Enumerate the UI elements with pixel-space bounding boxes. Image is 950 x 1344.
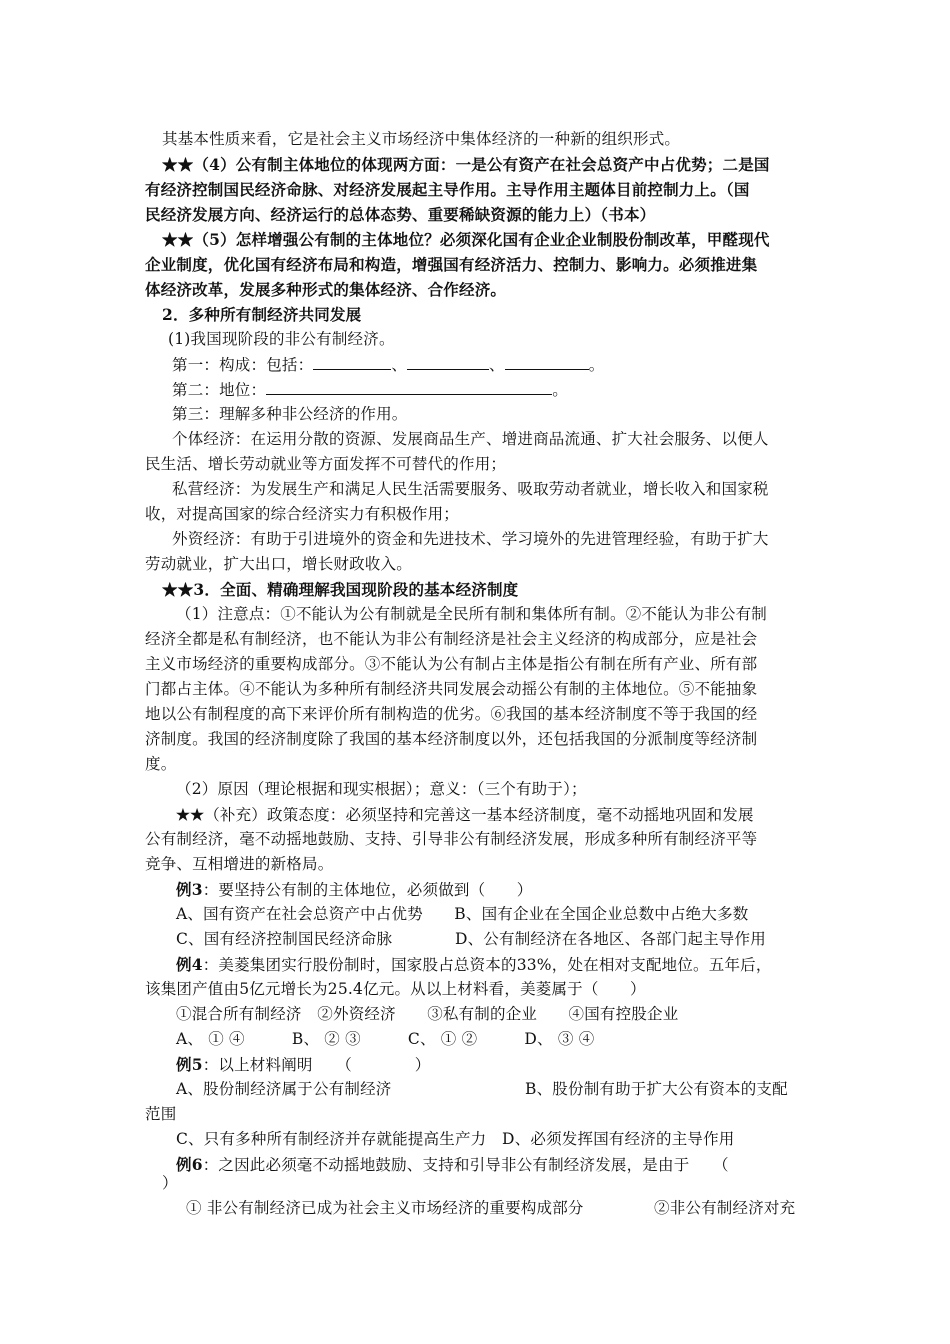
answer-options	[176, 1077, 841, 1102]
option-1: ① 非公有制经济已成为社会主义市场经济的重要构成部分	[186, 1199, 584, 1217]
text-line: 第三：理解多种非公经济的作用。	[172, 405, 408, 423]
text-fragment: 。	[588, 356, 605, 374]
answer-options: A、 ① ④ B、 ② ③ C、 ① ② D、 ③ ④	[176, 1030, 595, 1048]
text-line: 范围	[145, 1105, 177, 1123]
text-line: 经济全都是私有制经济，也不能认为非公有制经济是社会主义经济的构成部分，应是社会	[145, 630, 758, 648]
text-line: 门都占主体。④不能认为多种所有制经济共同发展会动摇公有制的主体地位。⑤不能抽象	[145, 680, 758, 698]
answer-options: C、国有经济控制国民经济命脉 D、公有制经济在各地区、各部门起主导作用	[176, 930, 766, 948]
text-fragment: ：之因此必须毫不动摇地鼓励、支持和引导非公有制经济发展，是由于 （	[202, 1156, 729, 1174]
text-fragment: 、	[489, 356, 505, 374]
option-a: A、股份制经济属于公有制经济	[176, 1080, 392, 1098]
answer-options: C、只有多种所有制经济并存就能提高生产力 D、必须发挥国有经济的主导作用	[176, 1130, 735, 1148]
answer-options	[186, 1196, 851, 1221]
example-label: 例3	[176, 880, 203, 899]
question-stem	[176, 952, 841, 978]
example-label: 例6	[176, 1155, 203, 1174]
option-b: B、股份制有助于扩大公有资本的支配	[525, 1080, 788, 1098]
section-heading: 2．多种所有制经济共同发展	[162, 305, 362, 324]
text-line: 济制度。我国的经济制度除了我国的基本经济制度以外，还包括我国的分派制度等经济制	[145, 730, 758, 748]
text-line: 公有制经济，毫不动摇地鼓励、支持、引导非公有制经济发展，形成多种所有制经济平等	[145, 830, 758, 848]
text-fragment: 第二：地位：	[172, 381, 267, 399]
text-line: 其基本性质来看，它是社会主义市场经济中集体经济的一种新的组织形式。	[162, 130, 681, 148]
blank-field[interactable]	[266, 377, 552, 395]
text-line: 企业制度，优化国有经济布局和构造，增强国有经济活力、控制力、影响力。必须推进集	[145, 255, 758, 274]
text-line: 度。	[145, 755, 177, 773]
text-line: 民经济发展方向、经济运行的总体态势、重要稀缺资源的能力上）（书本）	[145, 205, 656, 224]
star-marker: ★★	[176, 805, 205, 824]
text-line: （1）注意点：①不能认为公有制就是全民所有制和集体所有制。②不能认为非公有制	[176, 605, 767, 623]
text-line: 该集团产值由5亿元增长为25.4亿元。从以上材料看，美菱属于（ ）	[145, 980, 646, 998]
text-line: 民生活、增长劳动就业等方面发挥不可替代的作用；	[145, 455, 507, 473]
text-line: 地以公有制程度的高下来评价所有制构造的优劣。⑥我国的基本经济制度不等于我国的经	[145, 705, 758, 723]
text-line: ★★（5）怎样增强公有制的主体地位？必须深化国有企业企业制股份制改革，甲醛现代	[162, 230, 770, 249]
text-fragment: ：以上材料阐明 （ ）	[202, 1056, 431, 1074]
text-line	[176, 802, 841, 828]
text-line: 外资经济：有助于引进境外的资金和先进技术、学习境外的先进管理经验，有助于扩大	[172, 530, 769, 548]
answer-options: ①混合所有制经济 ②外资经济 ③私有制的企业 ④国有控股企业	[176, 1005, 679, 1023]
text-fragment: ：美菱集团实行股份制时，国家股占总资本的33%，处在相对支配地位。五年后，	[202, 956, 772, 974]
text-fragment: （补充）政策态度：必须坚持和完善这一基本经济制度，毫不动摇地巩固和发展	[204, 806, 754, 824]
fill-in-line	[172, 377, 837, 403]
text-line: 主义市场经济的重要构成部分。③不能认为公有制占主体是指公有制在所有产业、所有部	[145, 655, 758, 673]
question-stem	[176, 1052, 841, 1078]
text-line: ）	[162, 1174, 178, 1192]
example-label: 例4	[176, 955, 203, 974]
section-heading: ★★3．全面、精确理解我国现阶段的基本经济制度	[162, 580, 519, 599]
blank-field[interactable]	[407, 352, 489, 370]
text-line: (1)我国现阶段的非公有制经济。	[168, 330, 395, 348]
question-stem	[176, 877, 841, 903]
blank-field[interactable]	[505, 352, 589, 370]
text-fragment: ：要坚持公有制的主体地位，必须做到（ ）	[202, 881, 533, 899]
blank-field[interactable]	[313, 352, 391, 370]
text-line: 私营经济：为发展生产和满足人民生活需要服务、吸取劳动者就业，增长收入和国家税	[172, 480, 769, 498]
text-fragment: 第一：构成：包括：	[172, 356, 314, 374]
text-line: ★★（4）公有制主体地位的体现两方面：一是公有资产在社会总资产中占优势；二是国	[162, 155, 770, 174]
text-line: 有经济控制国民经济命脉、对经济发展起主导作用。主导作用主题体目前控制力上。（国	[145, 180, 750, 199]
example-label: 例5	[176, 1055, 203, 1074]
text-line: （2）原因（理论根据和现实根据）；意义：（三个有助于）；	[176, 780, 587, 798]
fill-in-line	[172, 352, 837, 378]
text-line: 个体经济：在运用分散的资源、发展商品生产、增进商品流通、扩大社会服务、以便人	[172, 430, 769, 448]
text-fragment: 、	[391, 356, 408, 374]
text-fragment: 。	[552, 381, 568, 399]
text-line: 体经济改革，发展多种形式的集体经济、合作经济。	[145, 280, 507, 299]
text-line: 竞争、互相增进的新格局。	[145, 855, 334, 873]
text-line: 劳动就业，扩大出口，增长财政收入。	[145, 555, 412, 573]
text-line: 收，对提高国家的综合经济实力有积极作用；	[145, 505, 460, 523]
option-2: ②非公有制经济对充	[654, 1199, 796, 1217]
answer-options: A、国有资产在社会总资产中占优势 B、国有企业在全国企业总数中占绝大多数	[176, 905, 749, 923]
